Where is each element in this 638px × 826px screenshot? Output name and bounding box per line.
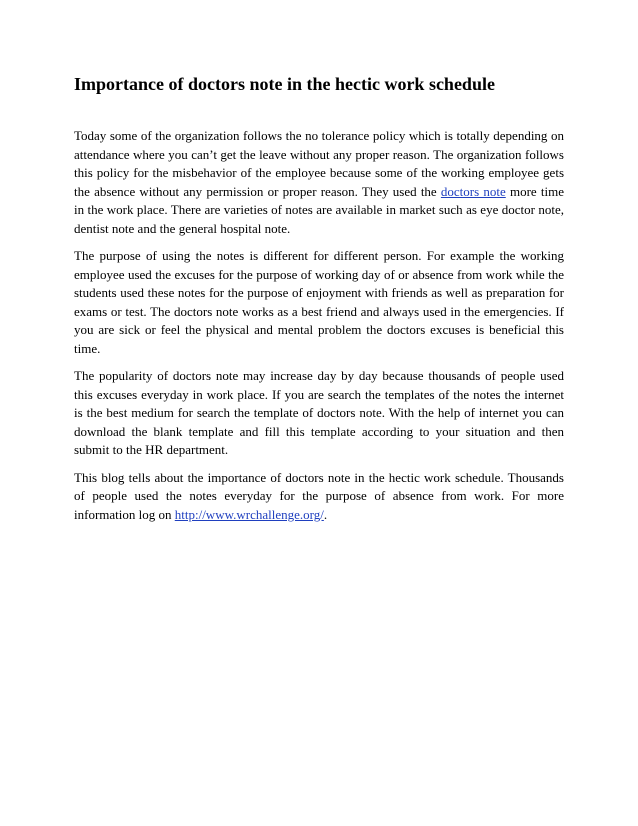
paragraph-3: The popularity of doctors note may increase day by day because thousands of people used this excuses everyday in work place. If you are search the templates of the notes the internet is the best medium for search the template of doctors note. With the help of internet you can download the blank template and fill this template according to your situation and then submit to the HR department.: [74, 368, 564, 457]
document-page: [74, 72, 564, 533]
paragraph-4: [74, 469, 564, 525]
paragraph-4-text-before: This blog tells about the importance of doctors note in the hectic work schedule. Thousands of people used the notes everyday for the purpose of absence from work. For more information log on: [74, 469, 564, 522]
document-title: Importance of doctors note in the hectic work schedule: [74, 74, 495, 94]
paragraph-1-text-after: more time in the work place. There are varieties of notes are available in market such as eye doctor note, dentist note and the general hospital note.: [74, 183, 564, 236]
paragraph-1-text-before: Today some of the organization follows the no tolerance policy which is totally depending on attendance where you can’t get the leave without any proper reason. The organization follows this policy for the misbehavior of the employee because some of the working employee gets the absence without any permission or proper reason. They used the: [74, 128, 564, 199]
wrchallenge-link[interactable]: http://www.wrchallenge.org/: [174, 506, 324, 522]
paragraph-2: The purpose of using the notes is different for different person. For example the working employee used the excuses for the purpose of working day of or absence from work while the students used these notes for the purpose of enjoyment with friends as well as preparation for exams or test. The doctors note works as a best friend and always used in the emergencies. If you are sick or feel the physical and mental problem the doctors excuses is beneficial this time.: [74, 248, 564, 356]
paragraph-1: [74, 127, 564, 238]
paragraph-4-text-after: .: [323, 506, 328, 522]
doctors-note-link[interactable]: doctors note: [440, 183, 506, 199]
